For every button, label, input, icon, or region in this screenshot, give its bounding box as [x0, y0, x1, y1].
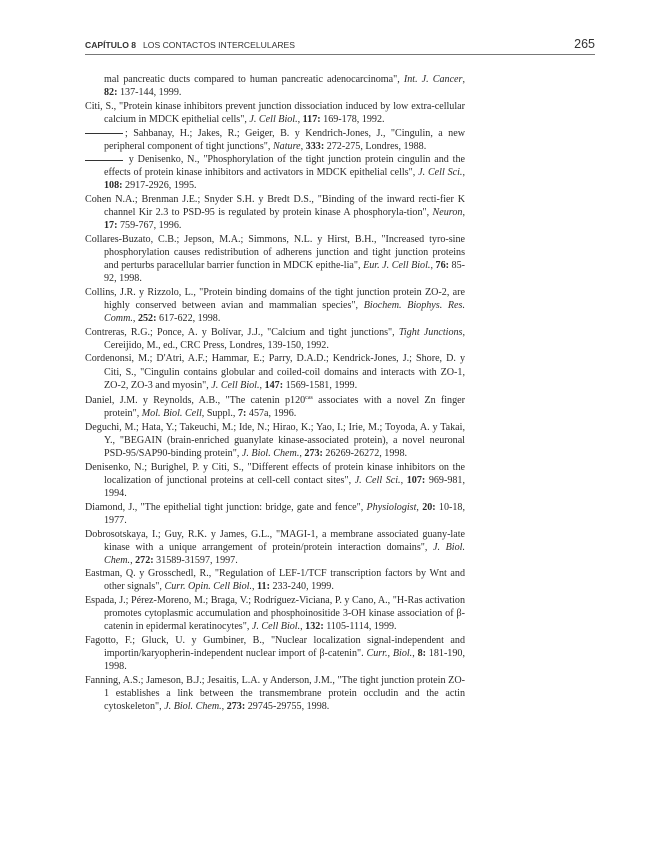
reference-volume: 82:	[104, 87, 118, 99]
reference-text: associates with a novel Zn finger protein",	[104, 395, 465, 420]
reference-text: Collins, J.R. y Rizzolo, L., "Protein binding domains of the tight junction protein ZO-2, are highly conserved between avian and mammalian species",	[85, 286, 465, 311]
reference-text: 169-178, 1992.	[320, 113, 385, 125]
reference-text: 137-144, 1999.	[117, 87, 182, 99]
reference-text: ,	[299, 448, 305, 460]
reference-text: Citi, S., "Protein kinase inhibitors prevent junction dissociation induced by low extra-cellular calcium in MDCK epithelial cells",	[85, 100, 465, 125]
reference-text: 457a, 1996.	[246, 408, 297, 420]
reference-volume: 76:	[435, 260, 449, 272]
reference-journal: Biochem. Biophys. Res. Comm.	[104, 299, 465, 324]
reference-entry	[85, 193, 465, 232]
running-header	[85, 37, 595, 53]
chapter-title: LOS CONTACTOS INTERCELULARES	[143, 40, 296, 50]
reference-entry	[85, 100, 465, 126]
reference-text: Denisenko, N.; Burighel, P. y Citi, S., "Different effects of protein kinase inhibitors on the localization of junctional proteins at cell-cell contact sites",	[85, 461, 465, 486]
reference-text: , Cereijido, M., ed., CRC Press, Londres, 139-150, 1992.	[104, 326, 466, 351]
reference-text: 29745-29755, 1998.	[245, 700, 330, 712]
reference-text: ,	[130, 554, 136, 566]
reference-text: ,	[400, 474, 407, 486]
reference-text: Deguchi, M.; Hata, Y.; Takeuchi, M.; Ide, N.; Hirao, K.; Yao, I.; Irie, M.; Toyoda, A. y Takai, Y., "BEGAIN (brain-enriched guanylate kinase-associated protein), a novel neuronal PSD-95/SAP90-binding protein",	[85, 422, 465, 460]
reference-text: ,	[259, 379, 265, 391]
reference-text: Cohen N.A.; Brenman J.E.; Snyder S.H. y Bredt D.S., "Binding of the inward recti-fier K channel Kir 2.3 to PSD-95 is regulated by protein kinase A phosphoryla-tion",	[85, 194, 465, 219]
chapter-label: CAPÍTULO 8	[85, 40, 137, 50]
reference-volume: 333:	[305, 140, 325, 152]
reference-entry	[85, 461, 465, 500]
header-rule	[85, 54, 595, 55]
reference-journal: J. Cell Sci.	[354, 474, 401, 486]
reference-text: 233-240, 1999.	[269, 581, 334, 593]
reference-entry	[85, 326, 465, 352]
reference-text: 85-92, 1998.	[104, 260, 465, 285]
reference-entry	[85, 567, 465, 593]
reference-text: Dobrosotskaya, I.; Guy, R.K. y James, G.L., "MAGI-1, a membrane associated guany-late kinase with a unique arrangement of protein/protein interaction domains",	[85, 528, 465, 553]
reference-journal: Curr., Biol.	[366, 648, 413, 660]
reference-text: ,	[221, 700, 227, 712]
reference-entry	[85, 286, 465, 325]
reference-volume: 272:	[135, 554, 154, 566]
reference-entry	[85, 73, 465, 99]
reference-text: ,	[430, 260, 436, 272]
reference-superscript: cas	[305, 395, 313, 402]
reference-text: ,	[251, 581, 258, 593]
reference-journal: J. Biol. Chem.	[104, 541, 465, 566]
reference-entry	[85, 421, 465, 460]
reference-volume: 252:	[137, 312, 157, 324]
reference-entry	[85, 528, 465, 567]
reference-volume: 7:	[237, 408, 247, 420]
reference-entry	[85, 674, 465, 713]
reference-text: Daniel, J.M. y Reynolds, A.B., "The catenin p120	[85, 395, 306, 407]
reference-text: 969-981, 1994.	[104, 474, 466, 500]
reference-text: 26269-26272, 1998.	[322, 448, 408, 460]
reference-text: ,	[416, 501, 423, 513]
reference-volume: 108:	[104, 180, 123, 192]
reference-journal: Nature	[272, 140, 301, 152]
reference-text: 617-622, 1998.	[156, 312, 221, 324]
reference-volume: 20:	[422, 501, 436, 513]
reference-journal: J. Biol. Chem.	[241, 448, 300, 460]
reference-entry	[85, 127, 465, 153]
reference-text: Eastman, Q. y Grosschedl, R., "Regulation of LEF-1/TCF transcription factors by Wnt and other signals",	[85, 568, 465, 593]
reference-text: 759-767, 1996.	[117, 220, 182, 232]
reference-text: ,	[132, 312, 138, 324]
reference-text: 1569-1581, 1999.	[283, 379, 358, 391]
reference-entry	[85, 392, 465, 420]
reference-volume: 147:	[264, 379, 284, 391]
reference-text: ,	[300, 140, 306, 152]
reference-journal: Eur. J. Cell Biol.	[363, 260, 431, 272]
reference-journal: J. Biol. Chem.	[164, 700, 222, 712]
reference-volume: 107:	[406, 474, 426, 486]
reference-journal: Int. J. Cancer	[403, 74, 463, 85]
reference-text: 31589-31597, 1997.	[153, 554, 238, 566]
reference-text: Fanning, A.S.; Jameson, B.J.; Jesaitis, L.A. y Anderson, J.M., "The tight junction protein ZO-1 establishes a link between the transmembrane protein occludin and the actin cytoskeleton",	[85, 674, 465, 712]
reference-volume: 11:	[257, 581, 270, 593]
reference-entry	[85, 233, 465, 285]
reference-entry	[85, 594, 465, 633]
reference-entry	[85, 501, 465, 527]
reference-text: 1105-1114, 1999.	[323, 621, 397, 633]
reference-volume: 273:	[226, 700, 246, 712]
reference-entry	[85, 634, 465, 673]
reference-volume: 8:	[417, 648, 426, 660]
reference-text: ,	[462, 207, 465, 219]
reference-text: Collares-Buzato, C.B.; Jepson, M.A.; Simmons, N.L. y Hirst, B.H., "Increased tyro-sine phosphorylation causes redistribution of adherens junction and tight junction proteins and perturbs paracellular barrier function in MDCK epithe-lia",	[85, 234, 465, 272]
reference-text: Cordenonsi, M.; D'Atri, A.F.; Hammar, E.; Parry, D.A.D.; Kendrick-Jones, J.; Shore, D. y Citi, S., "Cingulin contains globular and coiled-coil domains and interacts with ZO-1, ZO-2, ZO-3 and myosin",	[85, 353, 465, 391]
reference-text: Diamond, J., "The epithelial tight junction: bridge, gate and fence",	[85, 501, 367, 513]
reference-journal: Physiologist	[366, 501, 417, 513]
reference-journal: J. Cell Biol.	[249, 113, 298, 125]
reference-entry	[85, 153, 465, 192]
reference-volume: 17:	[104, 220, 118, 232]
reference-entry	[85, 352, 465, 391]
reference-volume: 132:	[305, 621, 324, 633]
reference-text: 272-275, Londres, 1988.	[324, 140, 427, 152]
reference-volume: 273:	[304, 448, 323, 460]
reference-list	[85, 73, 465, 714]
reference-text: ,	[297, 113, 303, 125]
reference-journal: Curr. Opin. Cell Biol.	[164, 581, 252, 593]
reference-text: Espada, J.; Pérez-Moreno, M.; Braga, V.; Rodríguez-Viciana, P. y Cano, A., "H-Ras activation promotes cytoplasmic accumulation and phosphoinositide 3-OH kinase association of β-catenin in epidermal keratinocytes",	[85, 595, 465, 633]
reference-text: 10-18, 1977.	[104, 501, 465, 526]
reference-journal: Tight Junctions	[398, 326, 463, 338]
reference-text: mal pancreatic ducts compared to human pancreatic adenocarcinoma",	[104, 74, 404, 85]
reference-text: ,	[462, 74, 465, 85]
reference-journal: J. Cell Biol.	[251, 621, 301, 633]
reference-text: , Suppl.,	[201, 408, 238, 420]
reference-text: 2917-2926, 1995.	[122, 180, 197, 192]
reference-text: Contreras, R.G.; Ponce, A. y Bolívar, J.J., "Calcium and tight junctions",	[85, 326, 399, 338]
page-number: 265	[574, 37, 595, 51]
reference-text: y Denisenko, N., "Phosphorylation of the tight junction protein cingulin and the effects of protein kinase inhibitors and activators in MDCK epithelial cells",	[104, 154, 465, 179]
reference-journal: J. Cell Biol.	[211, 379, 260, 391]
reference-journal: J. Cell Sci.	[418, 167, 463, 179]
reference-text: ,	[300, 621, 306, 633]
repeat-author-dash	[85, 160, 123, 161]
repeat-author-dash	[85, 133, 123, 134]
reference-journal: Neuron	[432, 207, 463, 219]
reference-text: ,	[462, 167, 465, 179]
reference-text: ,	[412, 648, 418, 660]
reference-volume: 117:	[302, 113, 321, 125]
reference-text: Fagotto, F.; Gluck, U. y Gumbiner, B., "Nuclear localization signal-independent and importin/karyopherin-independent nuclear import of β-catenin".	[85, 634, 465, 660]
reference-journal: Mol. Biol. Cell	[141, 408, 202, 420]
reference-text: 181-190, 1998.	[104, 648, 465, 673]
reference-text: ; Sahbanay, H.; Jakes, R.; Geiger, B. y Kendrich-Jones, J., "Cingulin, a new peripheral component of tight junctions",	[104, 127, 465, 152]
